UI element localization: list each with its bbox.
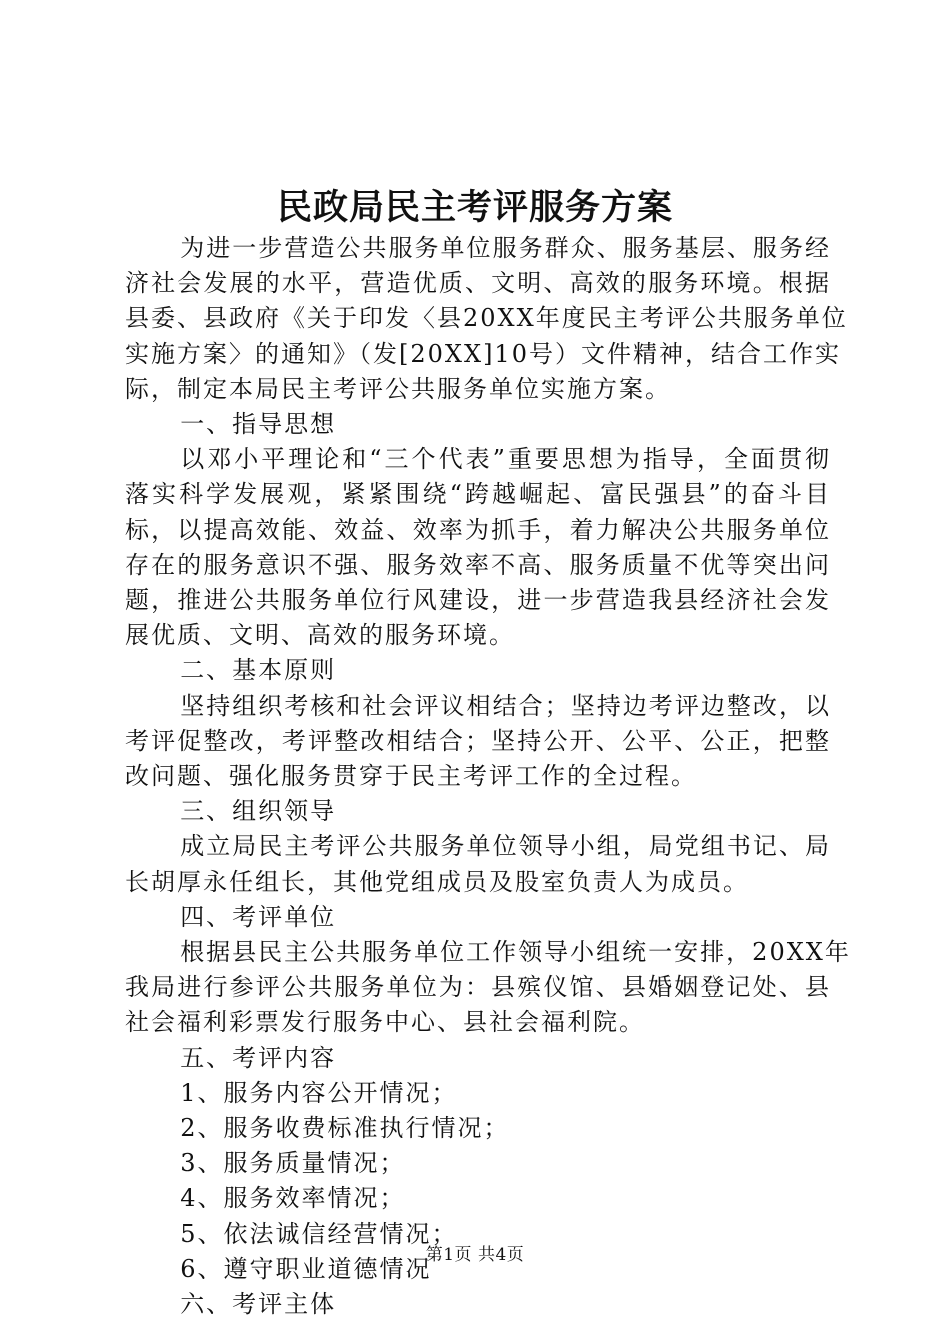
section-paragraph-organization (125, 829, 831, 899)
text-line: 成立局民主考评公共服务单位领导小组，局党组书记、局 (180, 832, 831, 861)
section-paragraph-basic-principles (125, 689, 831, 795)
section-heading-evaluation-subject: 六、考评主体 (180, 1290, 337, 1319)
text-line: 实施方案〉的通知》（发[20XX]10号）文件精神，结合工作实 (125, 339, 841, 368)
text-line: 考评促整改，考评整改相结合；坚持公开、公平、公正，把整 (125, 726, 831, 755)
text-line: 我局进行参评公共服务单位为：县殡仪馆、县婚姻登记处、县 (125, 973, 831, 1002)
section-heading-evaluation-content: 五、考评内容 (180, 1043, 337, 1072)
text-line: 存在的服务意识不强、服务效率不高、服务质量不优等突出问 (125, 550, 831, 579)
list-item: 6、遵守职业道德情况 (180, 1254, 432, 1283)
list-item: 1、服务内容公开情况； (180, 1078, 458, 1107)
text-line: 标，以提高效能、效益、效率为抓手，着力解决公共服务单位 (125, 515, 831, 544)
text-line: 际，制定本局民主考评公共服务单位实施方案。 (125, 374, 671, 403)
text-line: 县委、县政府《关于印发〈县20XX年度民主考评公共服务单位 (125, 304, 848, 333)
list-item: 5、依法诚信经营情况； (180, 1219, 458, 1248)
list-item: 2、服务收费标准执行情况； (180, 1114, 510, 1143)
intro-paragraph (125, 231, 848, 407)
text-line: 为进一步营造公共服务单位服务群众、服务基层、服务经 (180, 234, 831, 262)
text-line: 坚持组织考核和社会评议相结合；坚持边考评边整改，以 (180, 691, 831, 720)
text-line: 长胡厚永任组长，其他党组成员及股室负责人为成员。 (125, 867, 749, 896)
list-item: 3、服务质量情况； (180, 1149, 406, 1178)
list-item: 4、服务效率情况； (180, 1184, 406, 1213)
text-line: 根据县民主公共服务单位工作领导小组统一安排，20XX年 (180, 938, 851, 967)
text-line: 社会福利彩票发行服务中心、县社会福利院。 (125, 1008, 645, 1037)
page-number-footer: 第1页 共4页 (425, 1245, 525, 1265)
section-paragraph-evaluated-units (125, 935, 851, 1041)
section-heading-basic-principles: 二、基本原则 (180, 656, 337, 685)
document-body (125, 231, 851, 1322)
text-line: 题，推进公共服务单位行风建设，进一步营造我县经济社会发 (125, 586, 831, 615)
document-title: 民政局民主考评服务方案 (276, 187, 673, 228)
section-heading-evaluated-units: 四、考评单位 (180, 902, 337, 931)
section-paragraph-guiding-ideology (125, 442, 831, 653)
text-line: 以邓小平理论和“三个代表”重要思想为指导，全面贯彻 (180, 445, 831, 474)
text-line: 济社会发展的水平，营造优质、文明、高效的服务环境。根据 (125, 269, 831, 298)
text-line: 改问题、强化服务贯穿于民主考评工作的全过程。 (125, 762, 697, 791)
section-heading-organization: 三、组织领导 (180, 797, 337, 826)
text-line: 落实科学发展观，紧紧围绕“跨越崛起、富民强县”的奋斗目 (125, 480, 831, 509)
text-line: 展优质、文明、高效的服务环境。 (125, 621, 515, 650)
section-heading-guiding-ideology: 一、指导思想 (180, 410, 337, 439)
